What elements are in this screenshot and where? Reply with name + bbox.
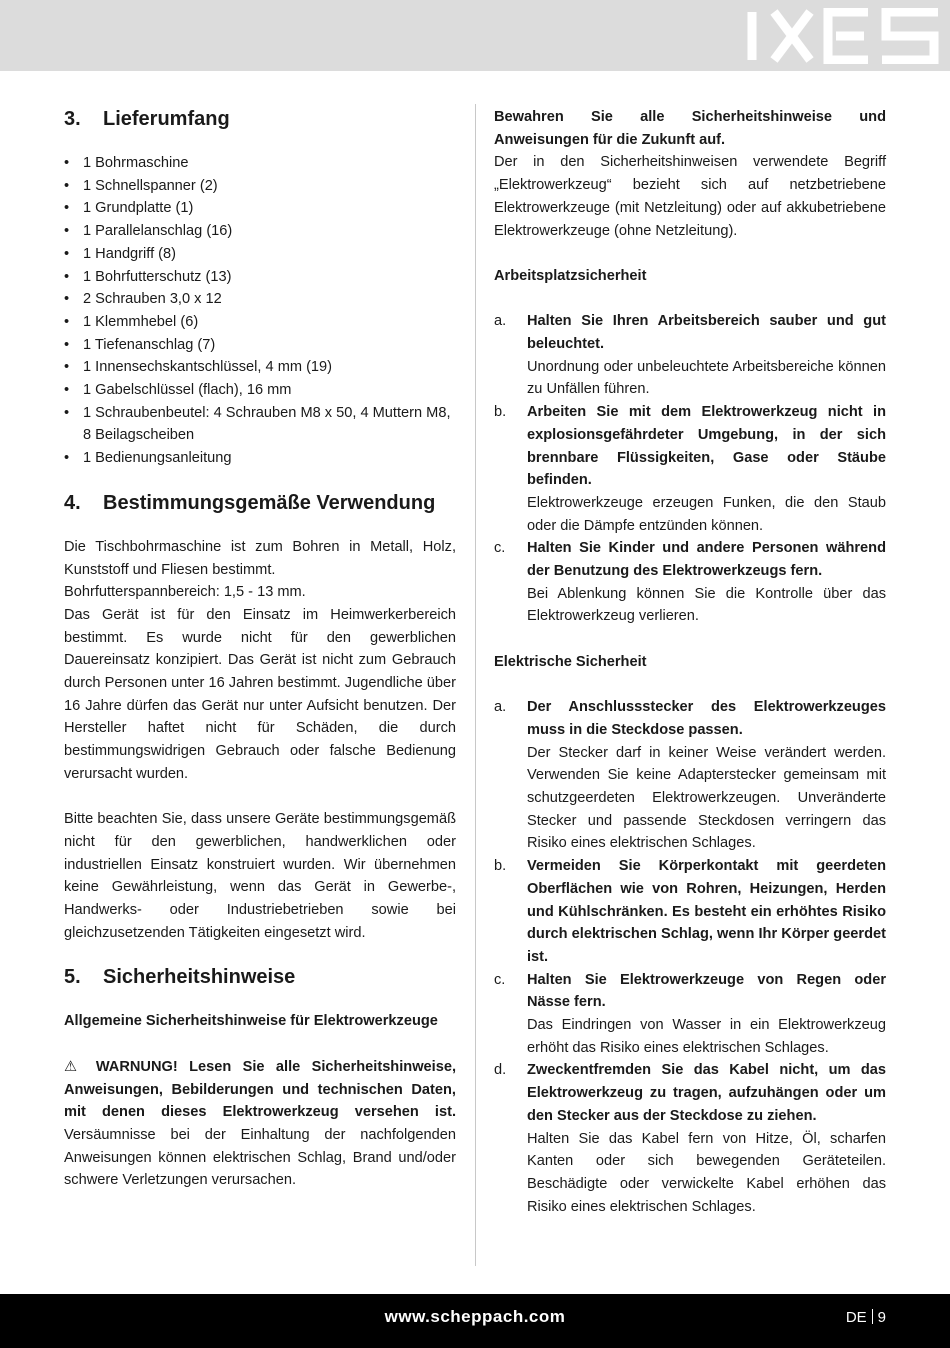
list-item: • 1 Schnellspanner (2) [64, 175, 456, 198]
page-number: 9 [877, 1309, 886, 1326]
list-item: • 1 Bedienungsanleitung [64, 447, 456, 470]
page-indicator [846, 1309, 886, 1326]
list-item [494, 855, 886, 969]
item-text: Elektrowerkzeuge erzeugen Funken, die den Staub oder die Dämpfe entzünden können. [527, 494, 886, 534]
item-bold-text: Arbeiten Sie mit dem Elektrowerkzeug nicht in explosionsgefährdeter Umgebung, in der sich brennbare Flüssigkeiten, Gase oder Stäube befinden. [527, 404, 886, 489]
section-title: Sicherheitshinweise [103, 966, 296, 989]
intended-use-text: Die Tischbohrmaschine ist zum Bohren in Metall, Holz, Kunststoff und Fliesen bestimmt. [64, 538, 456, 578]
list-item [494, 1059, 886, 1218]
section-5-heading [64, 964, 456, 990]
list-item: • 1 Gabelschlüssel (flach), 16 mm [64, 379, 456, 402]
item-bold-text: Halten Sie Kinder und andere Personen während der Benutzung des Elektrowerkzeugs fern. [527, 540, 886, 580]
item-bold-text: Zweckentfremden Sie das Kabel nicht, um das Elektrowerkzeug zu tragen, aufzuhängen oder um den Stecker aus der Steckdose zu ziehen. [527, 1062, 886, 1124]
spacer [64, 1033, 456, 1056]
intended-use-paragraph [64, 536, 456, 786]
item-bold-text: Halten Sie Elektrowerkzeuge von Regen oder Nässe fern. [527, 971, 886, 1011]
item-text: Bei Ablenkung können Sie die Kontrolle über das Elektrowerkzeug verlieren. [527, 585, 886, 625]
home-use-text: Das Gerät ist für den Einsatz im Heimwerkerbereich bestimmt. Es wurde nicht für den gewerblichen Dauereinsatz konzipiert. Das Gerät ist nicht zum Gebrauch durch Personen unter 16 Jahren bestimmt. Jugendliche über 16 Jahre dürfen das Gerät nur unter Aufsicht benutzen. Der Hersteller haftet nicht für Schäden, die durch bestimmungswidrigen Gebrauch oder falsche Bedienung verursacht wurden. [64, 606, 456, 782]
spacer [64, 786, 456, 809]
list-item [494, 310, 886, 401]
language-code: DE [845, 1309, 867, 1326]
section-number: 5. [64, 966, 81, 989]
header-band [0, 0, 950, 71]
chuck-range-text: Bohrfutterspannbereich: 1,5 - 13 mm. [64, 584, 306, 601]
keep-instructions-text: Der in den Sicherheitshinweisen verwendete Begriff „Elektrowerkzeug“ bezieht sich auf netzbetriebene Elektrowerkzeuge (mit Netzleitung) oder auf akkubetriebene Elektrowerkzeuge (ohne Netzleitung). [494, 154, 886, 239]
item-text: Unordnung oder unbeleuchtete Arbeitsbereiche können zu Unfällen führen. [527, 358, 886, 398]
list-item: • 1 Tiefenanschlag (7) [64, 334, 456, 357]
warning-triangle-icon: ⚠ [64, 1058, 85, 1075]
list-item [494, 969, 886, 1060]
spacer [494, 242, 886, 265]
list-item: • 1 Parallelanschlag (16) [64, 220, 456, 243]
list-item: • 1 Grundplatte (1) [64, 197, 456, 220]
right-column [494, 106, 886, 1218]
list-item [494, 696, 886, 855]
item-text: Das Eindringen von Wasser in ein Elektrowerkzeug erhöht das Risiko eines elektrischen Schlages. [527, 1017, 886, 1056]
list-item: • 1 Handgriff (8) [64, 243, 456, 266]
item-bold-text: Der Anschlussstecker des Elektrowerkzeuges muss in die Steckdose passen. [527, 699, 886, 738]
page-footer [0, 1294, 950, 1348]
item-label: a. [494, 313, 507, 330]
item-label: b. [494, 404, 507, 421]
list-item: • 2 Schrauben 3,0 x 12 [64, 288, 456, 311]
left-column [64, 106, 456, 1192]
section-title: Lieferumfang [103, 108, 230, 130]
section-3-heading [64, 106, 456, 132]
page-separator [872, 1309, 873, 1324]
spacer [494, 674, 886, 697]
warning-paragraph [64, 1056, 456, 1192]
electrical-safety-heading: Elektrische Sicherheit [494, 653, 647, 670]
warning-text: Versäumnisse bei der Einhaltung der nachfolgenden Anweisungen können elektrischen Schlag, Brand und/oder schwere Verletzungen verursachen. [64, 1126, 456, 1189]
scope-of-delivery-list [64, 152, 456, 470]
spacer [494, 628, 886, 651]
keep-instructions-bold: Bewahren Sie alle Sicherheitshinweise und Anweisungen für die Zukunft auf. [494, 109, 886, 148]
list-item: • 1 Innensechskantschlüssel, 4 mm (19) [64, 356, 456, 379]
list-item: • 1 Schraubenbeutel: 4 Schrauben M8 x 50, 4 Muttern M8, 8 Beilagscheiben [64, 402, 456, 447]
warning-bold-text: WARNUNG! Lesen Sie alle Sicherheitshinweise, Anweisungen, Bebilderungen und technischen Daten, mit denen dieses Elektrowerkzeug versehen ist. [64, 1058, 457, 1121]
item-text: Der Stecker darf in keiner Weise verändert werden. Verwenden Sie keine Adapterstecker gemeinsam mit schutzgeerdeten Elektrowerkzeugen. Unveränderte Stecker und passende Steckdosen verringern das Risiko eines elektrischen Schlages. [527, 744, 886, 852]
warranty-paragraph: Bitte beachten Sie, dass unsere Geräte bestimmungsgemäß nicht für den gewerblichen, handwerklichen oder industriellen Einsatz konstruiert wurden. Wir übernehmen keine Gewährleistung, wenn das Gerät in Gewerbe-, Handwerks- oder Industriebetrieben sowie bei gleichzusetzenden Tätigkeiten eingesetzt wird. [64, 811, 456, 941]
ixes-logo [746, 8, 942, 64]
item-label: b. [494, 858, 507, 875]
section-number: 3. [64, 108, 81, 130]
item-bold-text: Vermeiden Sie Körperkontakt mit geerdeten Oberflächen wie von Rohren, Heizungen, Herden und Kühlschränken. Es besteht ein erhöhtes Risiko durch elektrischen Schlag, wenn Ihr Körper geerdet ist. [527, 858, 886, 965]
website-link[interactable]: www.scheppach.com [384, 1307, 566, 1326]
item-bold-text: Halten Sie Ihren Arbeitsbereich sauber und gut beleuchtet. [527, 313, 886, 352]
general-safety-subheading: Allgemeine Sicherheitshinweise für Elektrowerkzeuge [64, 1013, 438, 1030]
workplace-safety-list [494, 310, 886, 628]
list-item: • 1 Bohrmaschine [64, 152, 456, 175]
section-title: Bestimmungsgemäße Verwendung [103, 491, 436, 514]
column-divider [475, 104, 476, 1266]
item-label: c. [494, 971, 506, 988]
electrical-safety-list [494, 696, 886, 1218]
item-text: Halten Sie das Kabel fern von Hitze, Öl, scharfen Kanten oder sich bewegenden Geräteteilen. Beschädigte oder verwickelte Kabel erhöhen das Risiko eines elektrischen Schlages. [527, 1130, 886, 1215]
list-item [494, 537, 886, 628]
workplace-safety-heading: Arbeitsplatzsicherheit [494, 267, 647, 284]
spacer [494, 288, 886, 311]
item-label: c. [494, 540, 506, 557]
list-item: • 1 Klemmhebel (6) [64, 311, 456, 334]
section-number: 4. [64, 491, 81, 514]
item-label: a. [494, 699, 507, 716]
item-label: d. [494, 1062, 507, 1079]
section-4-heading [64, 490, 456, 516]
list-item [494, 401, 886, 537]
list-item: • 1 Bohrfutterschutz (13) [64, 266, 456, 289]
